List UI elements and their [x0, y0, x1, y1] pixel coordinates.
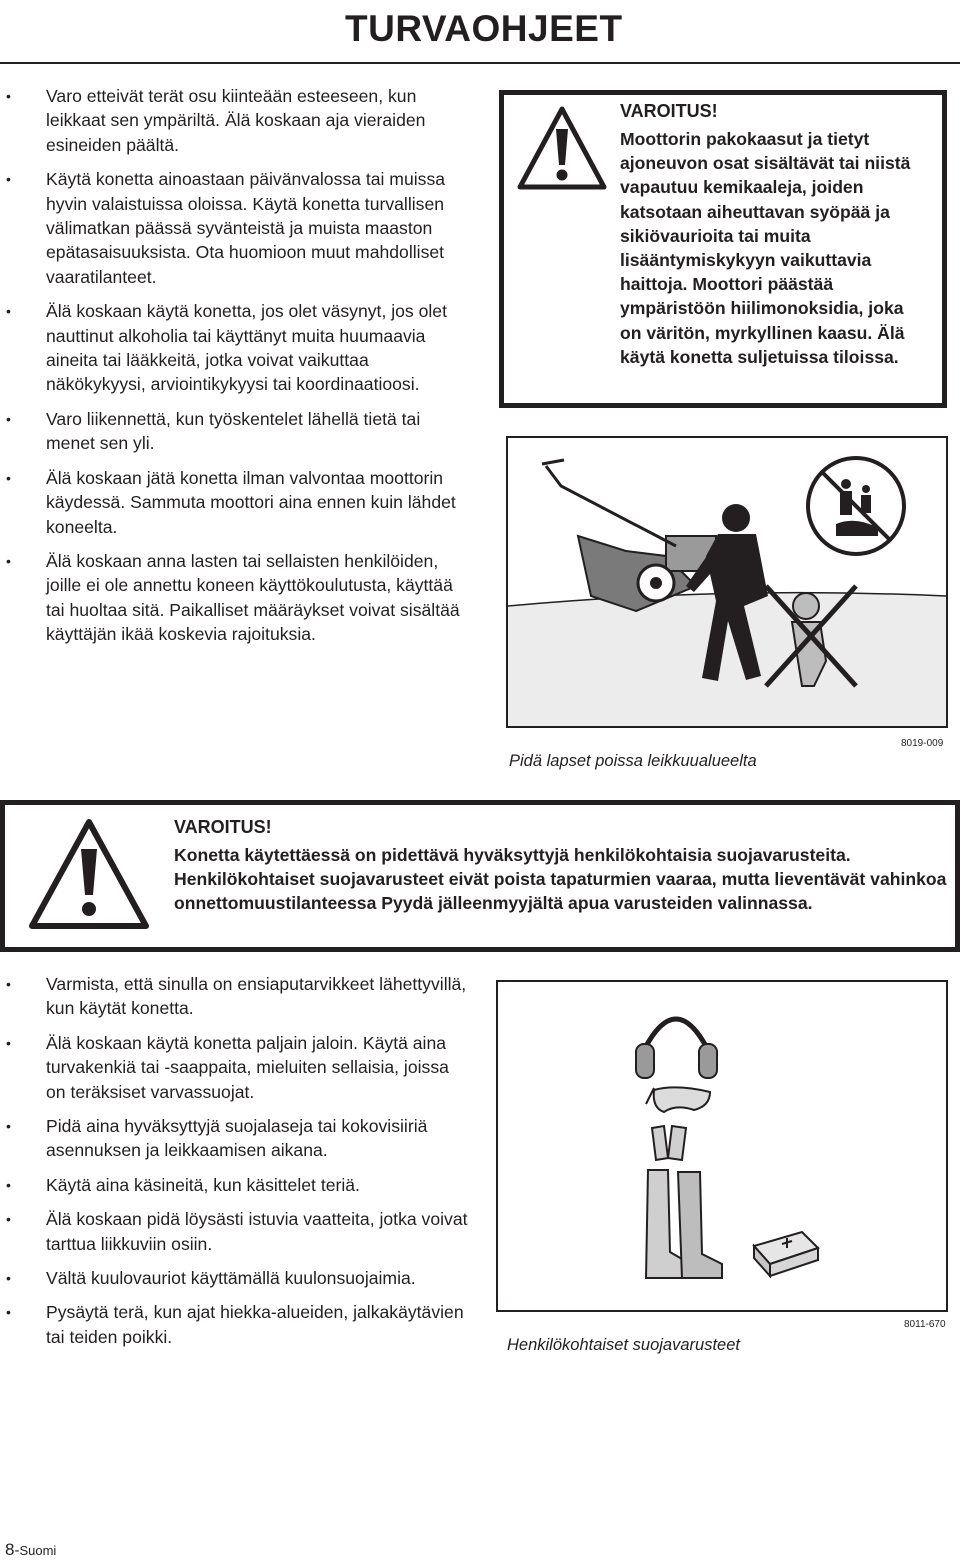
figure-code: 8011-670 [904, 1319, 946, 1330]
warning-title: VAROITUS! [174, 817, 272, 837]
list-item: • Pidä aina hyväksyttyjä suojalaseja tai kokovisiiriä asennuksen ja leikkaamisen aikana. [0, 1114, 470, 1163]
safety-list-bottom [0, 972, 470, 1359]
list-item: • Varo liikennettä, kun työskentelet lähellä tietä tai menet sen yli. [0, 407, 470, 456]
list-item: • Älä koskaan käytä konetta, jos olet väsynyt, jos olet nauttinut alkoholia tai käyttänyt muita huumaavia aineita tai lääkkeitä, jotka voivat vaikuttaa näkökykyysi, arviointikykyysi tai koordinaatioosi. [0, 299, 470, 397]
warning-box-exhaust [499, 90, 947, 408]
list-item: • Vältä kuulovauriot käyttämällä kuulonsuojaimia. [0, 1266, 470, 1290]
list-item: • Älä koskaan pidä löysästi istuvia vaatteita, jotka voivat tarttua liikkuviin osiin. [0, 1207, 470, 1256]
warning-text: Moottorin pakokaasut ja tietyt ajoneuvon osat sisältävät tai niistä vapautuu kemikaaleja, joiden katsotaan aiheuttavan syöpää ja sikiövaurioita tai muita lisääntymiskykyyn vaikuttavia haittoja. Moottori päästää ympäristöön hiilimonoksidia, joka on väritön, myrkyllinen kaasu. Älä käytä konetta suljetuissa tiloissa. [620, 129, 911, 367]
warning-title: VAROITUS! [620, 101, 718, 121]
header-rule [0, 62, 960, 64]
illustration-keep-children-away [506, 436, 948, 728]
figure-code: 8019-009 [901, 738, 944, 749]
list-item: • Käytä konetta ainoastaan päivänvalossa tai muissa hyvin valaistuissa oloissa. Käytä konetta turvallisen välimatkan päässä syvänteistä ja muista maaston epätasaisuuksista. Ota huomioon muut mahdolliset vaaratilanteet. [0, 167, 470, 289]
footer-language: Suomi [19, 1543, 57, 1558]
warning-box-protective-equipment [0, 800, 960, 952]
page-number: 8 [5, 1540, 15, 1559]
list-item: • Pysäytä terä, kun ajat hiekka-alueiden, jalkakäytävien tai teiden poikki. [0, 1300, 470, 1349]
figure-caption: Henkilökohtaiset suojavarusteet [507, 1336, 740, 1354]
footer-separator: - [14, 1542, 20, 1559]
ear-protector-icon [636, 1019, 717, 1078]
first-aid-kit-icon [754, 1232, 818, 1276]
warning-triangle-icon [27, 817, 151, 931]
list-item: • Älä koskaan jätä konetta ilman valvontaa moottorin käydessä. Sammuta moottori aina ennen kuin lähdet koneelta. [0, 466, 470, 539]
list-item: • Varo etteivät terät osu kiinteään esteeseen, kun leikkaat sen ympäriltä. Älä koskaan aja vieraiden esineiden päältä. [0, 84, 470, 157]
list-item: • Käytä aina käsineitä, kun käsittelet teriä. [0, 1173, 470, 1197]
figure-caption: Pidä lapset poissa leikkuualueelta [509, 752, 757, 770]
warning-text: Konetta käytettäessä on pidettävä hyväksyttyjä henkilökohtaisia suojavarusteita. Henkilökohtaiset suojavarusteet eivät poista tapaturmien vaaraa, mutta lieventävät vahinkoa onnettomuustilanteessa Pyydä jälleenmyyjältä apua varusteiden valinnassa. [174, 845, 947, 913]
illustration-protective-equipment [496, 980, 948, 1312]
list-item: • Älä koskaan käytä konetta paljain jaloin. Käytä aina turvakenkiä tai -saappaita, mieluiten sellaisia, joissa on teräksiset varvassuojat. [0, 1031, 470, 1104]
gloves-icon [652, 1126, 686, 1160]
boots-icon [646, 1170, 722, 1278]
page-footer [5, 1540, 56, 1560]
safety-glasses-icon [646, 1087, 710, 1112]
list-item: • Varmista, että sinulla on ensiaputarvikkeet lähettyvillä, kun käytät konetta. [0, 972, 470, 1021]
warning-triangle-icon [516, 105, 608, 191]
page-title: TURVAOHJEET [345, 8, 623, 49]
safety-list-top [0, 84, 470, 657]
list-item: • Älä koskaan anna lasten tai sellaisten henkilöiden, joille ei ole annettu koneen käyttökoulutusta, käyttää tai huoltaa sitä. Paikalliset määräykset voivat sisältää käyttäjän ikää koskevia rajoituksia. [0, 549, 470, 647]
